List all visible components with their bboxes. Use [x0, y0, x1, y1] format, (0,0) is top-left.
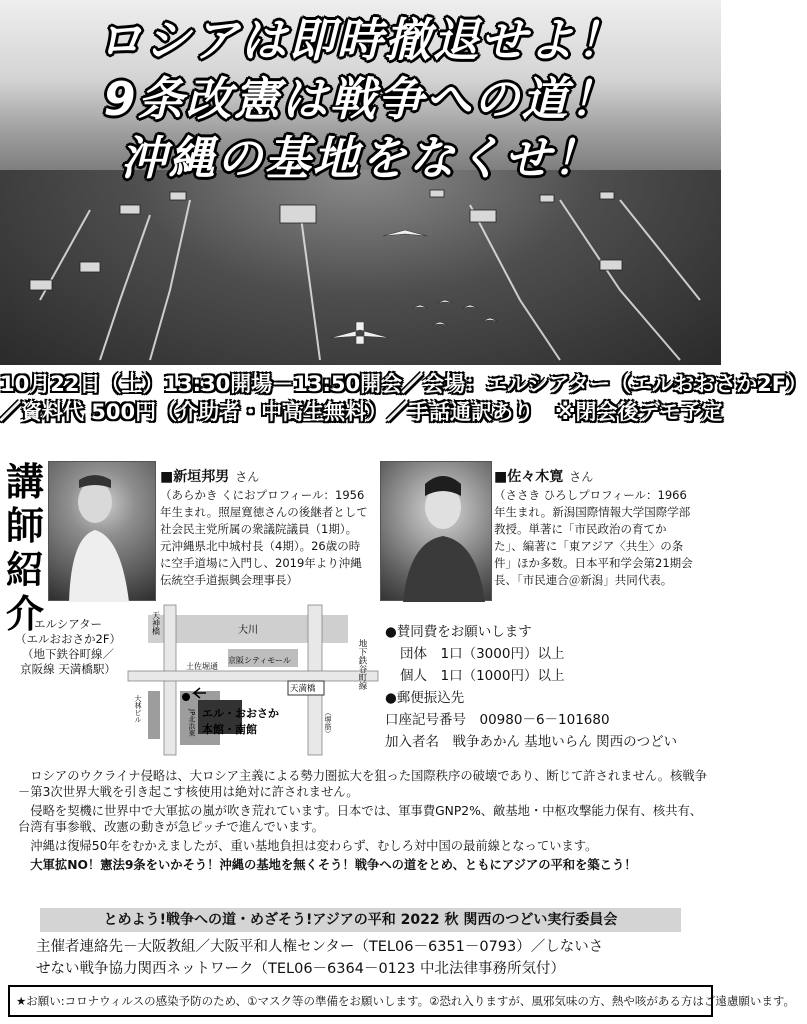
speaker-2-name [494, 466, 593, 486]
block-obayashi [148, 691, 160, 739]
statement-paragraph-1: ロシアのウクライナ侵略は、大ロシア主義による勢力圏拡大を狙った国際秩序の破壊であり、断じて許されません。核戦争－第3次世界大戦を引き起こす核使用は絶対に許されません。 [18, 769, 707, 799]
speaker-2-bio: （ささき ひろしプロフィール：1966年生まれ。新潟国際情報大学国際学部教授。単著に「市民政治の育てかた」、編著に「東アジア〈共生〉の条件」ほか多数。日本平和学会第21期会長、「市民連合＠新潟」共同代表。 [494, 488, 693, 587]
speaker-1-name-text: ■新垣邦男 [160, 469, 230, 485]
venue-name: エルシアター [34, 617, 102, 631]
venue-access-label [8, 617, 128, 677]
aircraft-carrier [280, 205, 316, 223]
ship [120, 205, 140, 214]
venue-line-1: （地下鉄谷町線／ [22, 647, 114, 661]
ship [80, 262, 100, 272]
ship [170, 192, 186, 200]
wake [100, 215, 150, 360]
contact-line-1: 主催者連絡先－大阪教組／大阪平和人権センター（TEL06－6351－0793）／しないさ [36, 939, 604, 955]
support-group-fee: 団体 1口（3000円）以上 [400, 646, 565, 662]
wake [560, 200, 680, 360]
ship [600, 192, 614, 199]
headline-line-1: ロシアは即時撤退せよ！ [96, 13, 625, 67]
plane [437, 300, 453, 303]
map-tenmabashi-label: 天満橋 [290, 684, 316, 694]
venue-line-2: 京阪線 天満橋駅） [20, 662, 116, 676]
wake [470, 205, 560, 360]
statement-paragraph-4: 大軍拡NO！憲法9条をいかそう！沖縄の基地を無くそう！戦争への道をとめ、ともにアジアの平和を築こう！ [30, 858, 637, 872]
headline-line-3: 沖縄の基地をなくせ！ [120, 131, 601, 185]
map-tosabori-label: 土佐堀通 [186, 662, 218, 671]
speaker-2-photo [380, 461, 492, 601]
map-kyohan-label: 京阪シティモール [228, 656, 291, 665]
statement [18, 768, 708, 876]
ship [470, 210, 496, 222]
venue-dot [182, 693, 190, 701]
ship [430, 190, 444, 197]
speaker-1-bio: （あらかき くにおプロフィール：1956年生まれ。照屋寛徳さんの後継者として社会民主党所属の衆議院議員（1期）。元沖縄県北中城村長（4期）。26歳の時に空手道場に入門し、2019年より沖縄伝統空手道振興会理事長） [160, 488, 368, 587]
plane [383, 230, 427, 236]
map-tenjinbashi-label: 天神橋 [151, 611, 161, 635]
event-fee-notes: ／資料代 500円（介助者・中高生無料）／手話通訳あり ※閉会後デモ予定 [0, 400, 723, 424]
venue-floor: （エルおおさか2F） [15, 632, 121, 646]
street-tosabori [128, 671, 378, 681]
wake [620, 200, 700, 300]
statement-paragraph-2: 侵略を契機に世界中で大軍拡の嵐が吹き荒れています。日本では、軍事費GNP2%、敵基地・中枢攻撃能力保有、核共有、台湾有事参戦、改憲の動きが急ピッチで進んでいます。 [18, 804, 703, 834]
ship [540, 195, 554, 202]
postal-account-number: 口座記号番号 00980－6－101680 [385, 712, 610, 728]
wake [150, 200, 190, 360]
map-river-label: 大川 [238, 625, 258, 636]
contact-line-2: せない戦争協力関西ネットワーク（TEL06－6364－0123 中北法律事務所気付） [36, 961, 565, 977]
ship [600, 260, 622, 270]
bomber-plane [330, 322, 390, 344]
access-map [128, 605, 378, 755]
speaker-2-honorific: さん [569, 470, 594, 484]
speaker-1-honorific: さん [235, 470, 260, 484]
map-subway-label: 地下鉄谷町線 [357, 639, 367, 690]
postal-transfer-heading: ●郵便振込先 [385, 690, 465, 706]
wake [300, 210, 320, 360]
statement-paragraph-3: 沖縄は復帰50年をむかえましたが、重い基地負担は変わらず、むしろ対中国の最前線となっています。 [30, 839, 598, 853]
plane [482, 318, 498, 321]
plane [412, 305, 428, 308]
support-individual-fee: 個人 1口（1000円）以上 [400, 668, 565, 684]
ship [30, 280, 52, 290]
organizing-committee-banner: とめよう!戦争への道・めざそう!アジアの平和 2022 秋 関西のつどい実行委員会 [40, 908, 681, 932]
map-sakaisuji-label: （堺筋） [324, 709, 332, 737]
speakers-heading: 講師紹介 [6, 459, 45, 636]
map-jp-label: JP北浜東 [188, 709, 196, 737]
map-el-osaka-label: エル・おおさか [202, 707, 279, 720]
headline-line-2: 9条改憲は戦争への道！ [103, 72, 618, 126]
event-datetime-venue: 10月22日（土）13:30開場－13:50開会／会場：エルシアター（エルおおさか2F） [0, 372, 807, 396]
postal-account-holder: 加入者名 戦争あかん 基地いらん 関西のつどい [385, 734, 678, 750]
plane [432, 322, 448, 325]
speaker-2-name-text: ■佐々木寛 [494, 469, 564, 485]
map-obayashi-label: 大林ビル [134, 695, 142, 723]
plane [462, 305, 478, 308]
speaker-1-name [160, 466, 259, 486]
covid-notice: ★お願い:コロナウィルスの感染予防のため、①マスク等の準備をお願いします。②恐れ入りますが、風邪気味の方、熱や咳がある方はご遠慮願います。 [8, 985, 713, 1017]
support-heading: ●賛同費をお願いします [385, 624, 532, 640]
speaker-1-photo [48, 461, 156, 601]
map-honkan-label: 本館・南館 [202, 723, 257, 736]
